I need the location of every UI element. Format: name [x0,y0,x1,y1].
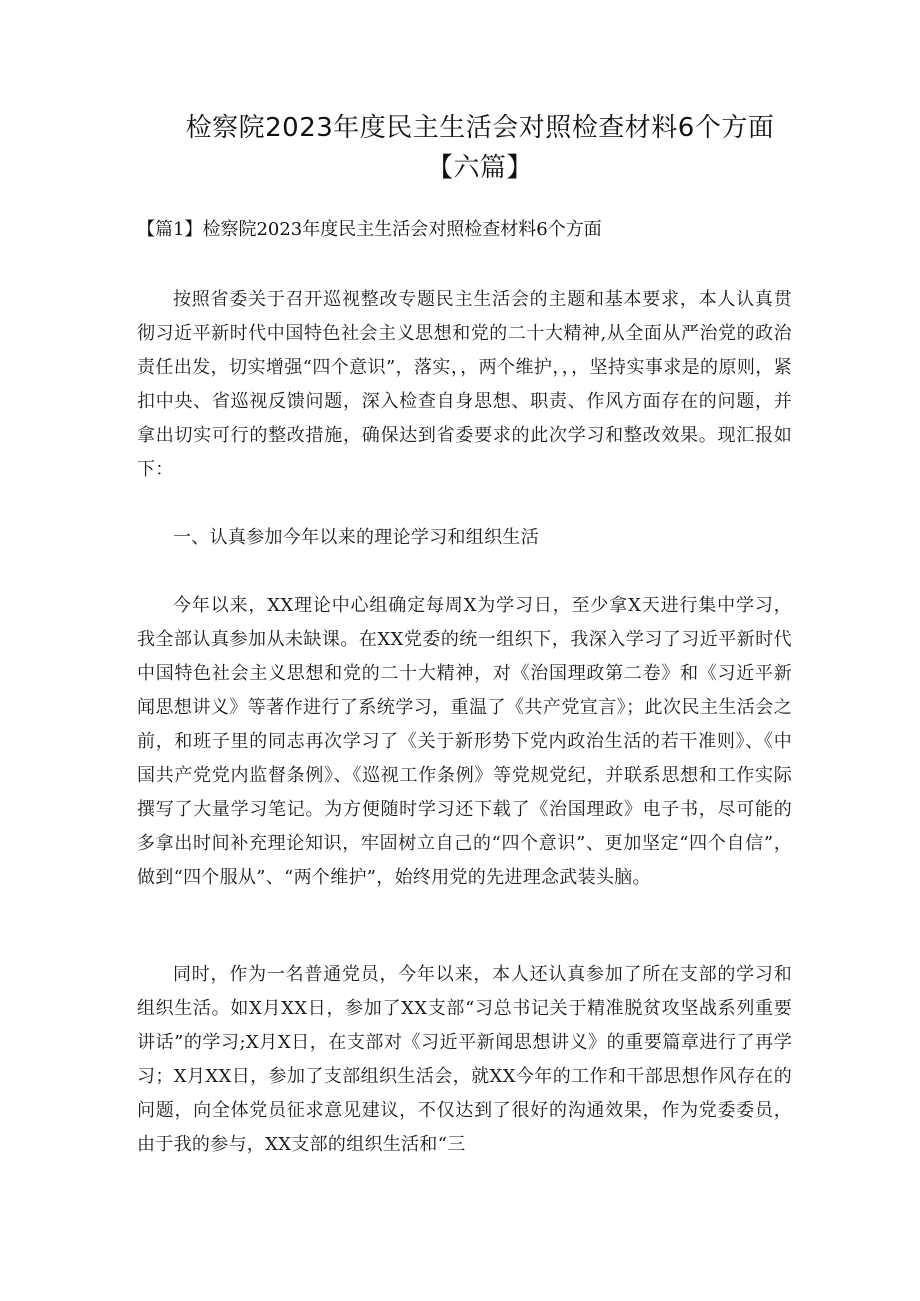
intro-paragraph: 按照省委关于召开巡视整改专题民主生活会的主题和基本要求，本人认真贯彻习近平新时代中国特色社会主义思想和党的二十大精神,从全面从严治党的政治责任出发，切实增强“四个意识”，落实，，两个维护，，，坚持实事求是的原则，紧扣中央、省巡视反馈问题，深入检查自身思想、职责、作风方面存在的问题，并拿出切实可行的整改措施，确保达到省委要求的此次学习和整改效果。现汇报如下： [137,289,792,480]
subsection-heading: 一、认真参加今年以来的理论学习和组织生活 [173,527,539,548]
body-paragraph: 今年以来，XX理论中心组确定每周X为学习日，至少拿X天进行集中学习，我全部认真参加从未缺课。在XX党委的统一组织下，我深入学习了习近平新时代中国特色社会主义思想和党的二十大精神，对《治国理政第二卷》和《习近平新闻思想讲义》等著作进行了系统学习，重温了《共产党宣言》；此次民主生活会之前，和班子里的同志再次学习了《关于新形势下党内政治生活的若干准则》、《中国共产党党内监督条例》、《巡视工作条例》等党规党纪，并联系思想和工作实际撰写了大量学习笔记。为方便随时学习还下载了《治国理政》电子书，尽可能的多拿出时间补充理论知识，牢固树立自己的“四个意识”、更加坚定“四个自信”，做到“四个服从”、“两个维护”，始终用党的先进理念武装头脑。 [137,595,792,888]
document-title: 检察院2023年度民主生活会对照检查材料6个方面【六篇】 [185,113,775,183]
section-heading: 【篇1】检察院2023年度民主生活会对照检查材料6个方面 [137,219,602,240]
body-paragraph: 同时，作为一名普通党员，今年以来，本人还认真参加了所在支部的学习和组织生活。如X月XX日，参加了XX支部“习总书记关于精准脱贫攻坚战系列重要讲话”的学习;X月X日，在支部对《习近平新闻思想讲义》的重要篇章进行了再学习；X月XX日，参加了支部组织生活会，就XX今年的工作和干部思想作风存在的问题，向全体党员征求意见建议，不仅达到了很好的沟通效果，作为党委委员，由于我的参与，XX支部的组织生活和“三 [137,964,792,1155]
